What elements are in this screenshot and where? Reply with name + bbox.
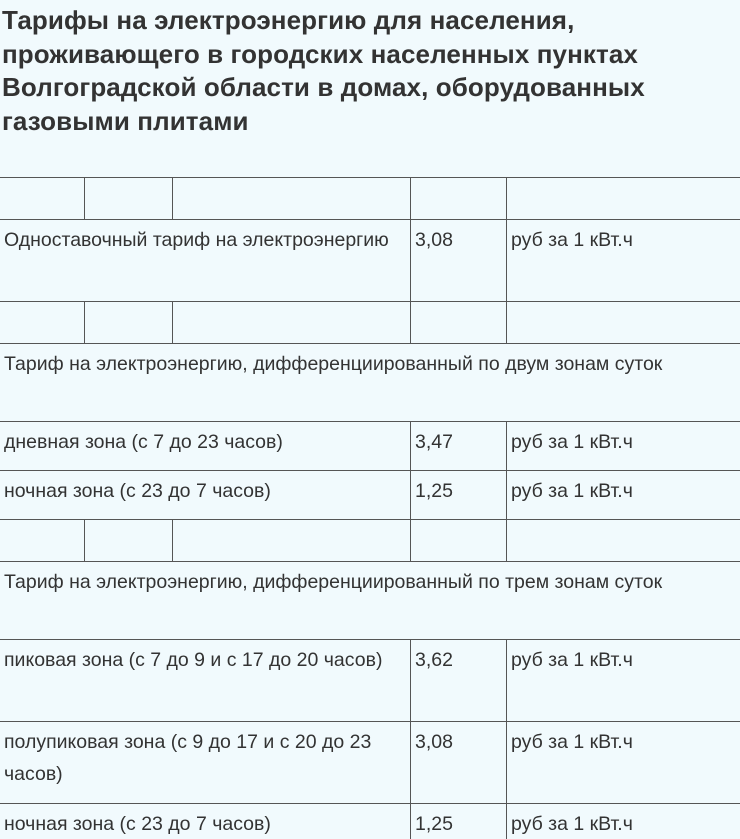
empty-cell <box>173 178 411 220</box>
spacer-row <box>0 178 740 220</box>
tariff-row <box>0 640 740 722</box>
zone-value-cell <box>411 422 507 471</box>
zone-name: ночная зона (с 23 до 7 часов) <box>4 813 271 835</box>
single-rate-value: 3,08 <box>415 229 453 251</box>
two-zone-heading-row <box>0 344 740 422</box>
zone-value: 3,08 <box>415 731 453 753</box>
tariff-value-cell <box>411 220 507 302</box>
zone-value-cell <box>411 640 507 722</box>
zone-unit-cell <box>507 640 740 722</box>
zone-name-cell <box>0 804 411 839</box>
zone-value: 1,25 <box>415 813 453 835</box>
empty-cell <box>411 302 507 344</box>
zone-unit: руб за 1 кВт.ч <box>511 731 633 753</box>
empty-cell <box>507 178 740 220</box>
tariff-row <box>0 804 740 839</box>
empty-cell <box>507 302 740 344</box>
zone-value: 3,47 <box>415 431 453 453</box>
empty-cell <box>173 520 411 562</box>
zone-name-cell <box>0 640 411 722</box>
tariff-row <box>0 471 740 520</box>
tariff-unit-cell <box>507 220 740 302</box>
tariff-row <box>0 722 740 804</box>
zone-value-cell <box>411 722 507 804</box>
zone-name: полупиковая зона (с 9 до 17 и с 20 до 23 часов) <box>4 731 372 785</box>
single-rate-row <box>0 220 740 302</box>
three-zone-heading-row <box>0 562 740 640</box>
two-zone-heading: Тариф на электроэнергию, дифференциированный по двум зонам суток <box>4 353 663 375</box>
tariff-table <box>0 177 740 839</box>
empty-cell <box>85 178 173 220</box>
empty-cell <box>85 520 173 562</box>
zone-name-cell <box>0 722 411 804</box>
zone-unit-cell <box>507 422 740 471</box>
single-rate-unit: руб за 1 кВт.ч <box>511 229 633 251</box>
zone-unit: руб за 1 кВт.ч <box>511 649 633 671</box>
section-heading-cell <box>0 344 740 422</box>
empty-cell <box>85 302 173 344</box>
page-title: Тарифы на электроэнергию для населения, проживающего в городских населенных пунктах Волгоградской области в домах, оборудованных газовыми плитами <box>2 5 645 136</box>
empty-cell <box>411 178 507 220</box>
zone-unit: руб за 1 кВт.ч <box>511 480 633 502</box>
zone-unit: руб за 1 кВт.ч <box>511 813 633 835</box>
zone-value-cell <box>411 804 507 839</box>
empty-cell <box>411 520 507 562</box>
zone-name: ночная зона (с 23 до 7 часов) <box>4 480 271 502</box>
empty-cell <box>0 302 85 344</box>
zone-name: пиковая зона (с 7 до 9 и с 17 до 20 часов) <box>4 649 383 671</box>
zone-unit-cell <box>507 722 740 804</box>
zone-value: 1,25 <box>415 480 453 502</box>
empty-cell <box>507 520 740 562</box>
section-heading-cell <box>0 562 740 640</box>
zone-unit-cell <box>507 804 740 839</box>
zone-unit: руб за 1 кВт.ч <box>511 431 633 453</box>
single-rate-name: Одноставочный тариф на электроэнергию <box>4 229 389 251</box>
tariff-row <box>0 422 740 471</box>
empty-cell <box>0 520 85 562</box>
tariff-name-cell <box>0 220 411 302</box>
spacer-row <box>0 302 740 344</box>
empty-cell <box>0 178 85 220</box>
zone-name-cell <box>0 471 411 520</box>
zone-unit-cell <box>507 471 740 520</box>
empty-cell <box>173 302 411 344</box>
zone-value: 3,62 <box>415 649 453 671</box>
zone-value-cell <box>411 471 507 520</box>
zone-name: дневная зона (с 7 до 23 часов) <box>4 431 283 453</box>
three-zone-heading: Тариф на электроэнергию, дифференциированный по трем зонам суток <box>4 571 663 593</box>
zone-name-cell <box>0 422 411 471</box>
spacer-row <box>0 520 740 562</box>
